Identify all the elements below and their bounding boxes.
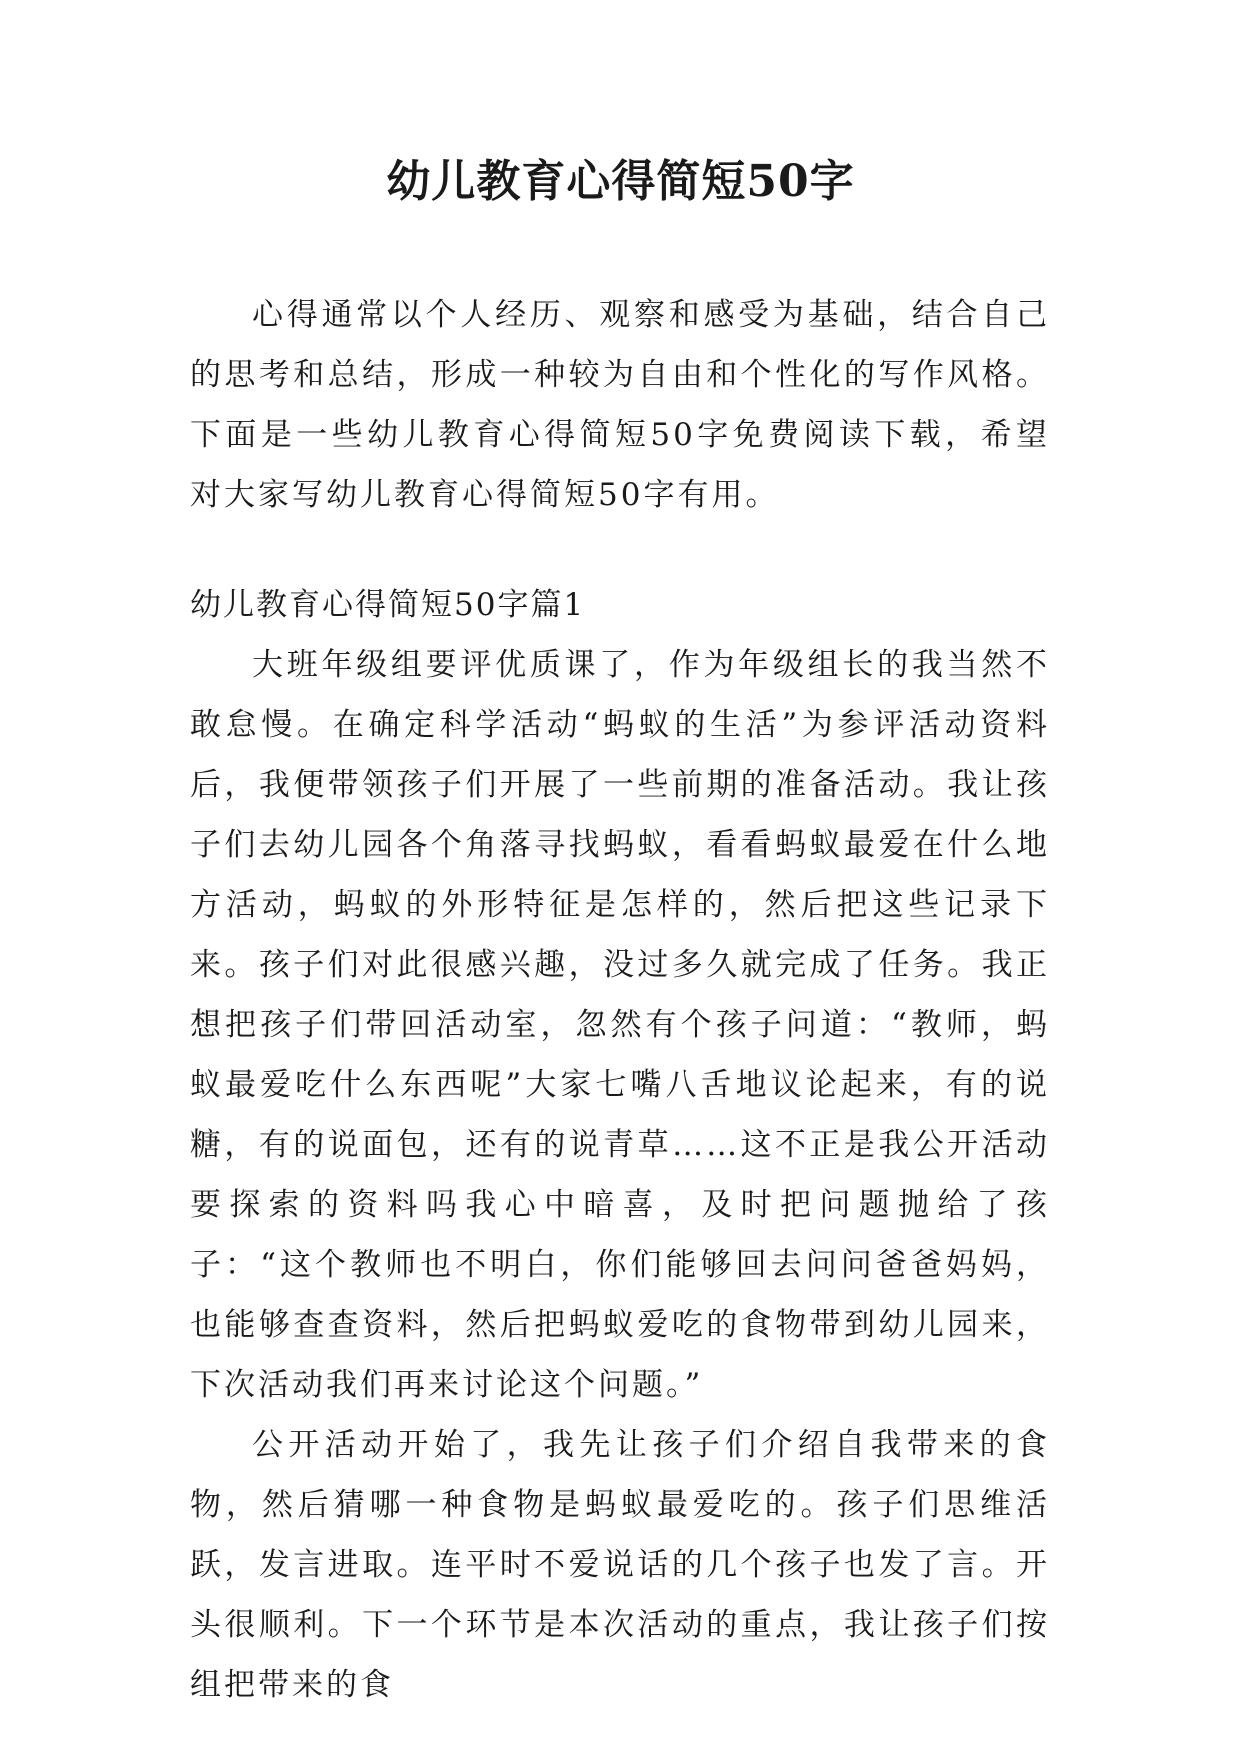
document-title: 幼儿教育心得简短50字 — [386, 156, 855, 207]
section-heading: 幼儿教育心得简短50字篇1 — [190, 587, 586, 623]
section-paragraph-1: 大班年级组要评优质课了，作为年级组长的我当然不敢怠慢。在确定科学活动“蚂蚁的生活”为参评活动资料后，我便带领孩子们开展了一些前期的准备活动。我让孩子们去幼儿园各个角落寻找蚂蚁，看看蚂蚁最爱在什么地方活动，蚂蚁的外形特征是怎样的，然后把这些记录下来。孩子们对此很感兴趣，没过多久就完成了任务。我正想把孩子们带回活动室，忽然有个孩子问道：“教师，蚂蚁最爱吃什么东西呢”大家七嘴八舌地议论起来，有的说糖，有的说面包，还有的说青草……这不正是我公开活动要探索的资料吗我心中暗喜，及时把问题抛给了孩子：“这个教师也不明白，你们能够回去问问爸爸妈妈，也能够查查资料，然后把蚂蚁爱吃的食物带到幼儿园来，下次活动我们再来讨论这个问题。” — [190, 647, 1050, 1403]
intro-block — [190, 285, 1050, 525]
intro-paragraph: 心得通常以个人经历、观察和感受为基础，结合自己的思考和总结，形成一种较为自由和个性化的写作风格。下面是一些幼儿教育心得简短50字免费阅读下载，希望对大家写幼儿教育心得简短50字有用。 — [190, 297, 1050, 513]
section-1 — [190, 575, 1050, 1715]
section-paragraph-2: 公开活动开始了，我先让孩子们介绍自我带来的食物，然后猜哪一种食物是蚂蚁最爱吃的。孩子们思维活跃，发言进取。连平时不爱说话的几个孩子也发了言。开头很顺利。下一个环节是本次活动的重点，我让孩子们按组把带来的食 — [190, 1427, 1050, 1703]
